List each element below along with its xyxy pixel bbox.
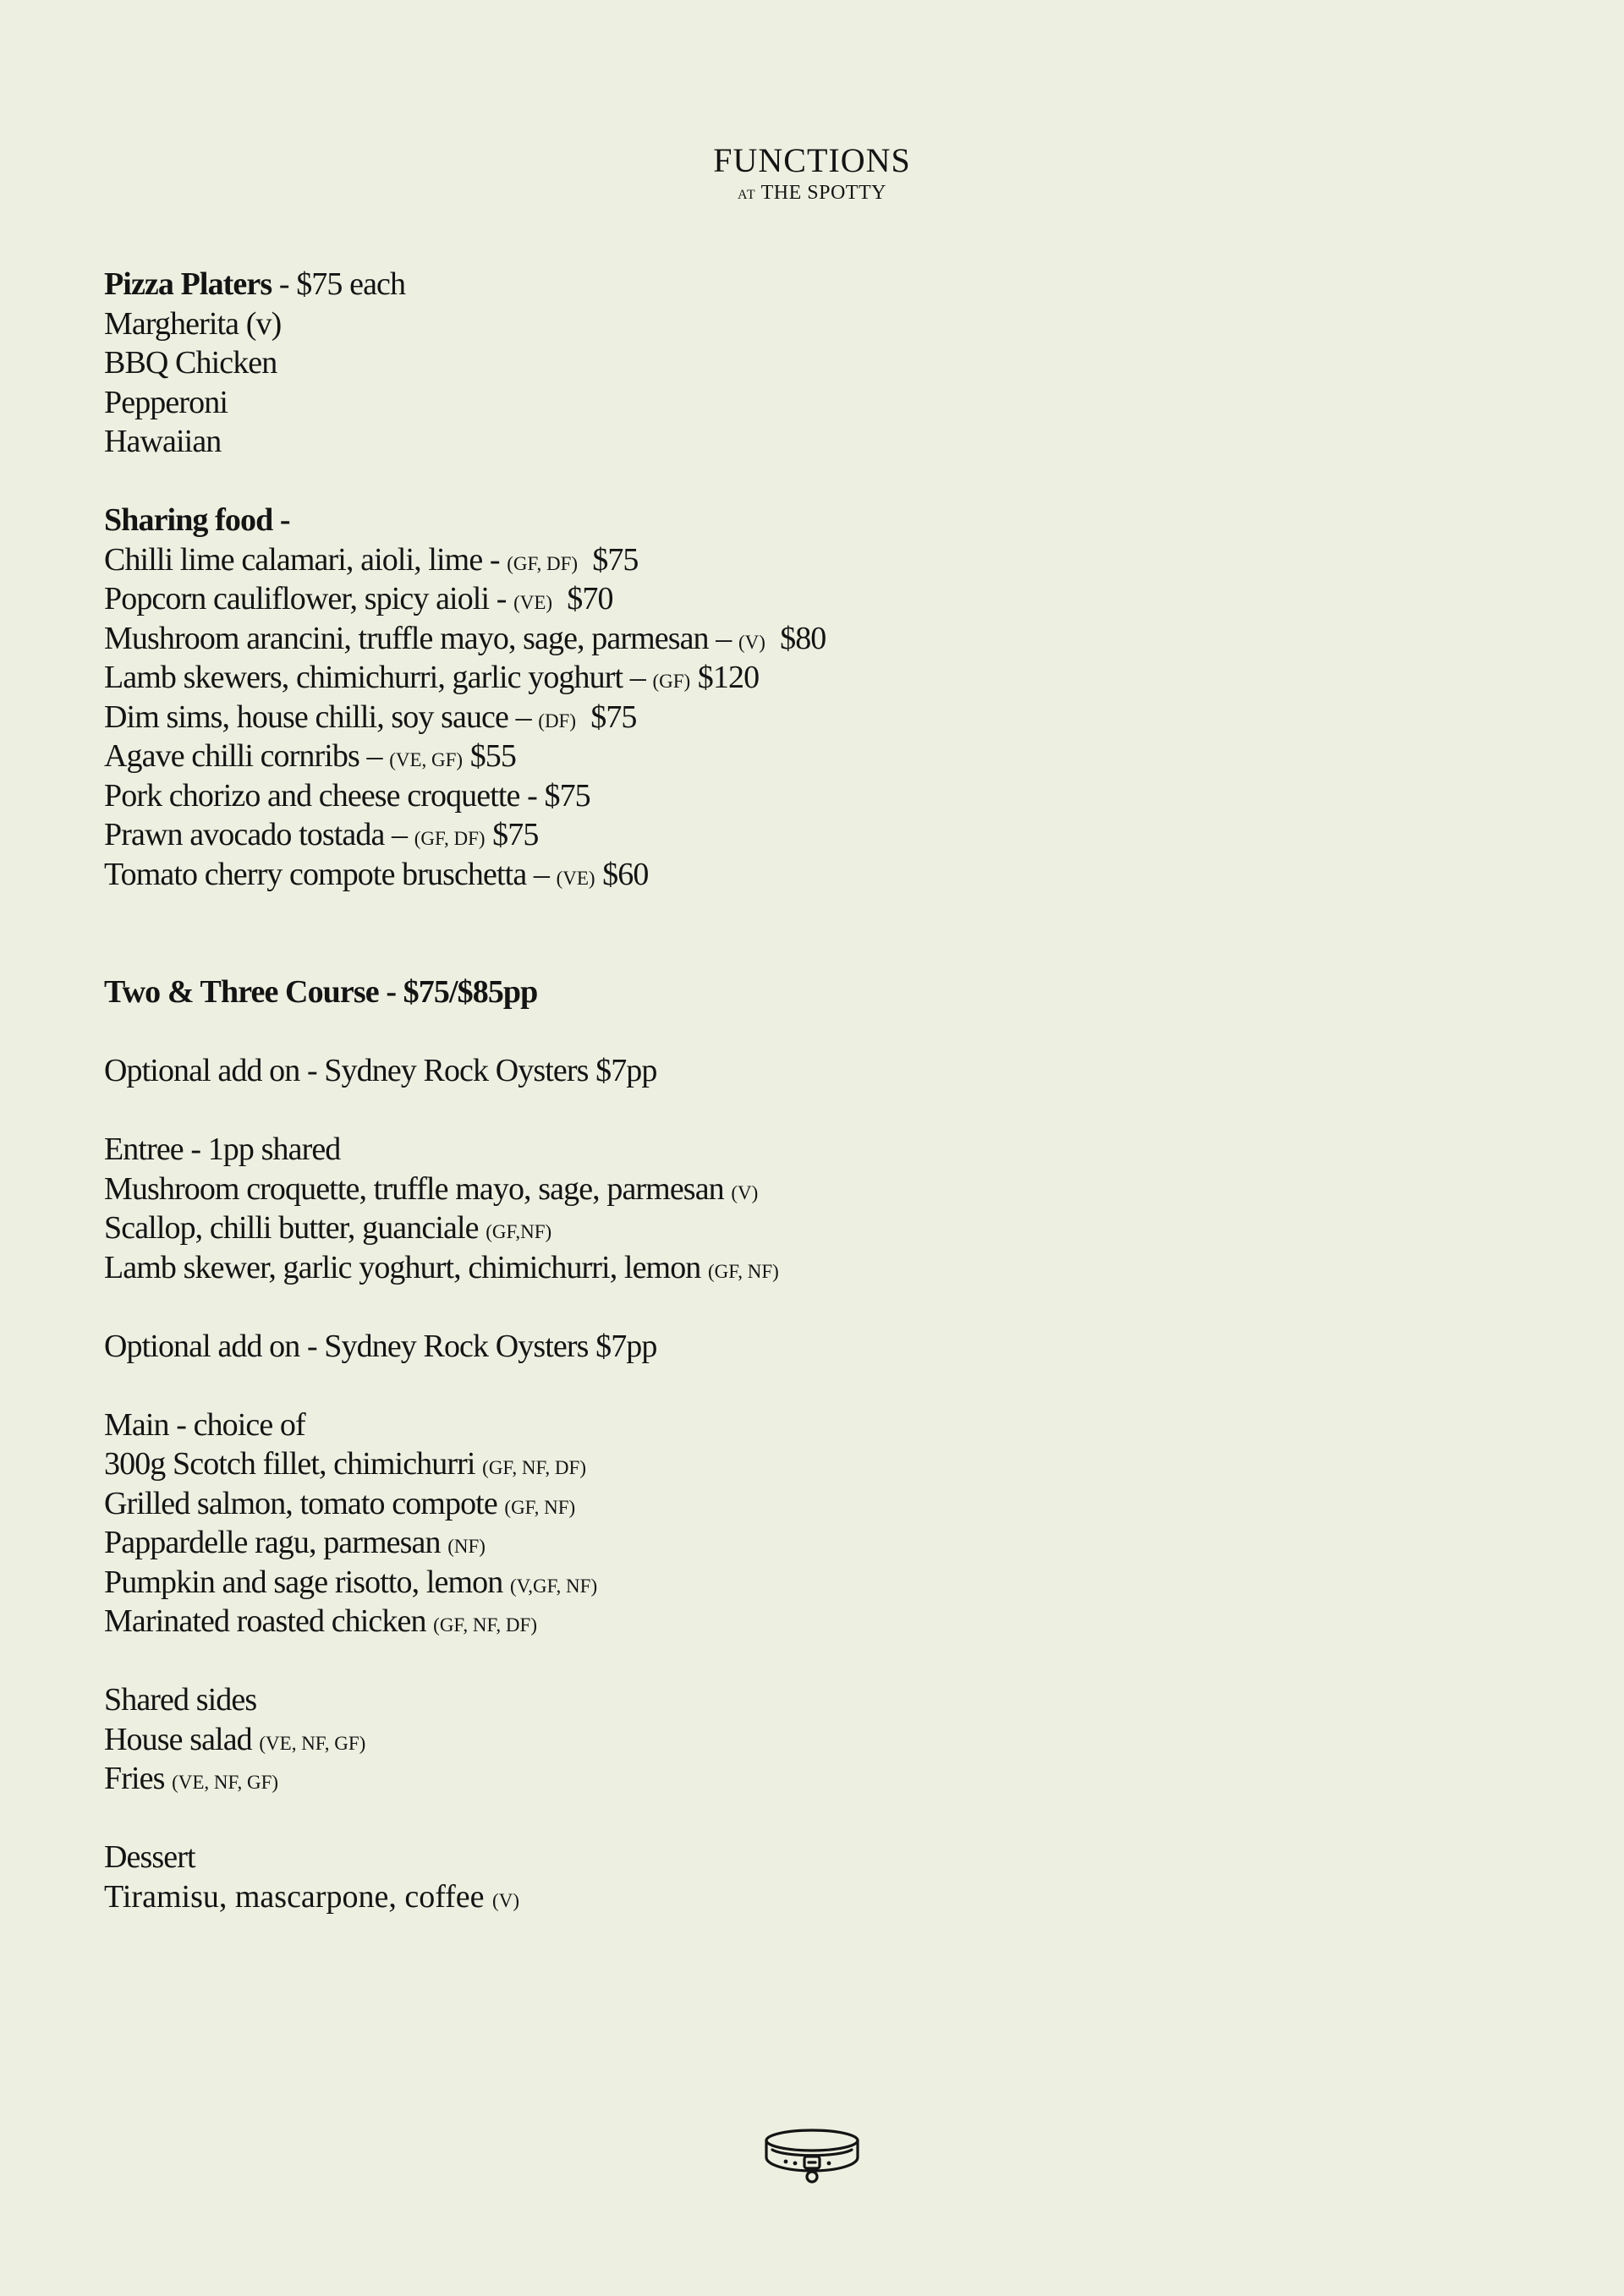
item-name: Popcorn cauliflower, spicy aioli -	[104, 581, 514, 616]
pizza-heading-price: - $75 each	[272, 266, 406, 302]
item-name: House salad	[104, 1721, 260, 1757]
item-name: Tiramisu, mascarpone, coffee	[104, 1878, 493, 1915]
item-tags: (GF, NF)	[504, 1496, 576, 1518]
pizza-item: Pepperoni	[104, 384, 228, 420]
item-tags: (V)	[738, 631, 765, 653]
item-name: Agave chilli cornribs –	[104, 738, 390, 774]
item-tags: (GF)	[652, 671, 691, 692]
item-tags: (GF, NF, DF)	[433, 1614, 537, 1636]
item-tags: (GF, DF)	[507, 552, 579, 574]
item-name: Fries	[104, 1761, 173, 1796]
side-item	[104, 1720, 1542, 1760]
item-price: $75	[578, 541, 639, 578]
sharing-item	[104, 619, 1542, 659]
sharing-item	[104, 658, 1542, 698]
spacer	[104, 1091, 1542, 1131]
spacer	[104, 1366, 1542, 1406]
item-tags: (VE)	[556, 867, 595, 889]
main-item	[104, 1444, 1542, 1484]
item-name: 300g Scotch fillet, chimichurri	[104, 1446, 483, 1482]
pizza-heading-title: Pizza Platers	[104, 266, 272, 302]
item-tags: (VE, NF, GF)	[172, 1772, 279, 1793]
venue-name: THE SPOTTY	[760, 182, 886, 204]
page-subtitle	[0, 181, 1624, 207]
sharing-item	[104, 776, 1542, 816]
item-price: $60	[595, 856, 649, 892]
main-item	[104, 1602, 1542, 1641]
course-heading-title: Two & Three Course - $75/$85pp	[104, 974, 538, 1010]
item-tags: (GF, NF)	[708, 1260, 779, 1282]
item-tags: (GF, NF, DF)	[482, 1457, 586, 1478]
item-tags: (V,GF, NF)	[509, 1575, 598, 1597]
item-price: $70	[552, 581, 613, 616]
item-tags: (VE)	[513, 592, 553, 613]
spacer	[104, 1287, 1542, 1327]
page-title: FUNCTIONS	[713, 141, 911, 179]
item-name: Tomato cherry compote bruschetta –	[104, 856, 557, 892]
item-price: $120	[690, 660, 760, 695]
item-tags: (GF, DF)	[414, 828, 486, 849]
spacer	[104, 1012, 1542, 1052]
sharing-item	[104, 579, 1542, 619]
addon-note: Optional add on - Sydney Rock Oysters $7pp	[104, 1328, 657, 1364]
main-item	[104, 1563, 1542, 1603]
sharing-item	[104, 815, 1542, 855]
spacer	[104, 1799, 1542, 1838]
item-tags: (V)	[731, 1181, 759, 1203]
item-name: Mushroom croquette, truffle mayo, sage, parmesan	[104, 1170, 732, 1207]
item-price: $80	[765, 620, 826, 656]
spacer	[104, 894, 1542, 973]
addon-note: Optional add on - Sydney Rock Oysters $7pp	[104, 1053, 657, 1088]
subtitle-at: AT	[738, 188, 756, 202]
entree-item	[104, 1208, 1542, 1248]
item-tags: (VE, GF)	[389, 749, 464, 770]
main-item	[104, 1484, 1542, 1524]
menu-content	[104, 265, 1542, 1916]
item-name: Pork chorizo and cheese croquette - $75	[104, 777, 590, 814]
menu-header	[0, 140, 1624, 207]
dog-collar-icon	[764, 2127, 860, 2186]
main-heading: Main - choice of	[104, 1406, 305, 1443]
item-name: Dim sims, house chilli, soy sauce –	[104, 699, 539, 735]
item-tags: (DF)	[538, 710, 577, 732]
item-name: Mushroom arancini, truffle mayo, sage, parmesan –	[104, 620, 738, 656]
item-name: Lamb skewer, garlic yoghurt, chimichurri, lemon	[104, 1249, 708, 1285]
item-name: Pappardelle ragu, parmesan	[104, 1525, 448, 1560]
sharing-heading-title: Sharing food -	[104, 502, 290, 538]
dessert-item	[104, 1877, 1542, 1917]
item-price: $75	[485, 817, 539, 852]
sharing-item	[104, 737, 1542, 776]
item-name: Prawn avocado tostada –	[104, 817, 414, 852]
main-item	[104, 1523, 1542, 1563]
item-tags: (GF,NF)	[486, 1221, 552, 1242]
item-name: Grilled salmon, tomato compote	[104, 1485, 505, 1521]
item-name: Chilli lime calamari, aioli, lime -	[104, 541, 508, 578]
entree-item	[104, 1248, 1542, 1288]
sharing-item	[104, 540, 1542, 580]
item-tags: (V)	[492, 1889, 519, 1911]
entree-heading: Entree - 1pp shared	[104, 1132, 341, 1167]
item-tags: (VE, NF, GF)	[259, 1732, 366, 1754]
pizza-heading	[104, 265, 1542, 304]
course-heading	[104, 973, 1542, 1012]
entree-item	[104, 1170, 1542, 1209]
item-tags: (NF)	[447, 1536, 486, 1557]
pizza-item: Hawaiian	[104, 424, 222, 459]
sharing-heading	[104, 501, 1542, 540]
sides-heading: Shared sides	[104, 1682, 257, 1718]
pizza-item: BBQ Chicken	[104, 345, 277, 381]
item-price: $55	[463, 738, 516, 774]
item-name: Lamb skewers, chimichurri, garlic yoghurt –	[104, 660, 653, 695]
pizza-item: Margherita (v)	[104, 305, 282, 342]
dessert-heading: Dessert	[104, 1839, 195, 1875]
item-name: Scallop, chilli butter, guanciale	[104, 1210, 486, 1246]
sharing-item	[104, 855, 1542, 895]
sharing-item	[104, 698, 1542, 737]
item-price: $75	[576, 699, 637, 735]
item-name: Pumpkin and sage risotto, lemon	[104, 1564, 510, 1600]
spacer	[104, 462, 1542, 501]
spacer	[104, 1641, 1542, 1681]
side-item	[104, 1759, 1542, 1799]
item-name: Marinated roasted chicken	[104, 1603, 434, 1639]
